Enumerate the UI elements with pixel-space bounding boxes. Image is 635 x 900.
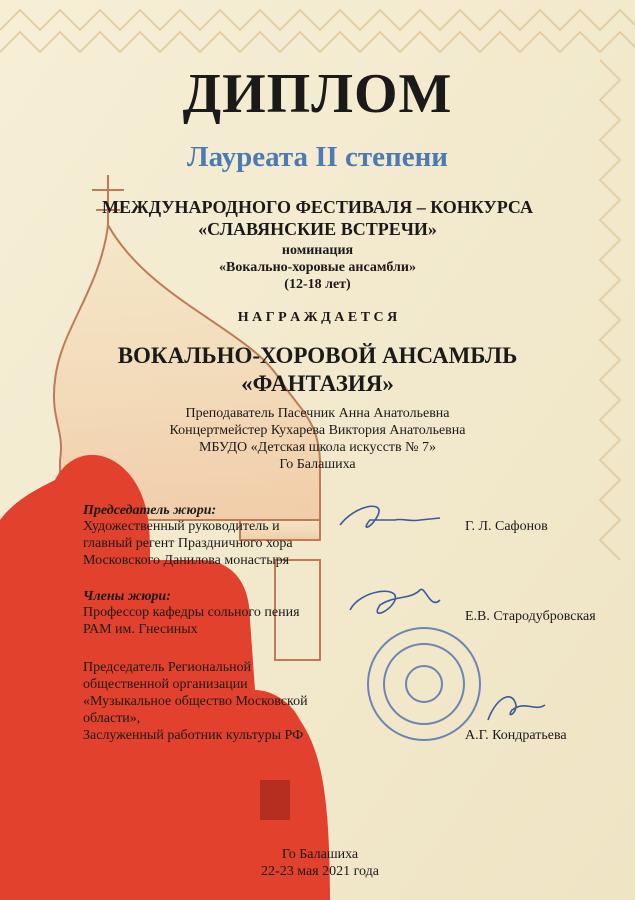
ensemble-line-2: «ФАНТАЗИЯ» <box>241 371 394 396</box>
school: МБУДО «Детская школа искусств № 7» <box>198 440 437 455</box>
jury-chair-line: главный регент Праздничного хора <box>83 536 293 551</box>
jury-chair-label: Председатель жюри: <box>83 503 217 518</box>
member1-name: Е.В. Стародубровская <box>465 609 596 624</box>
jury-chair-line: Московского Данилова монастыря <box>83 553 290 568</box>
member2-line: области», <box>83 711 141 726</box>
member2-line: Заслуженный работник культуры РФ <box>83 728 304 743</box>
member2-name: А.Г. Кондратьева <box>465 728 567 743</box>
jury-chair-name: Г. Л. Сафонов <box>465 519 548 534</box>
festival-line-2: «СЛАВЯНСКИЕ ВСТРЕЧИ» <box>198 219 437 239</box>
ensemble-line-1: ВОКАЛЬНО-ХОРОВОЙ АНСАМБЛЬ <box>117 343 518 368</box>
footer-date: 22-23 мая 2021 года <box>261 864 379 879</box>
festival-line-1: МЕЖДУНАРОДНОГО ФЕСТИВАЛЯ – КОНКУРСА <box>101 197 534 217</box>
member2-line: Председатель Региональной <box>83 660 252 675</box>
jury-chair-line: Художественный руководитель и <box>83 519 280 534</box>
awarded-label: Н А Г Р А Ж Д А Е Т С Я <box>237 310 398 325</box>
jury-members-label: Члены жюри: <box>83 589 171 604</box>
member1-line: Профессор кафедры сольного пения <box>83 605 300 620</box>
member2-line: «Музыкальное общество Московской <box>83 694 308 709</box>
diploma-title: ДИПЛОМ <box>182 63 453 125</box>
footer-place: Го Балашиха <box>281 847 359 862</box>
city: Го Балашиха <box>279 457 356 472</box>
age-range: (12-18 лет) <box>284 277 351 292</box>
member2-line: общественной организации <box>83 677 248 692</box>
member1-line: РАМ им. Гнесиных <box>83 622 198 637</box>
nomination-value: «Вокально-хоровые ансамбли» <box>219 260 416 275</box>
teacher: Преподаватель Пасечник Анна Анатольевна <box>185 406 450 421</box>
accompanist: Концертмейстер Кухарева Виктория Анатольевна <box>169 423 466 438</box>
diploma-subtitle: Лауреата II степени <box>186 141 449 173</box>
nomination-label: номинация <box>281 243 354 258</box>
